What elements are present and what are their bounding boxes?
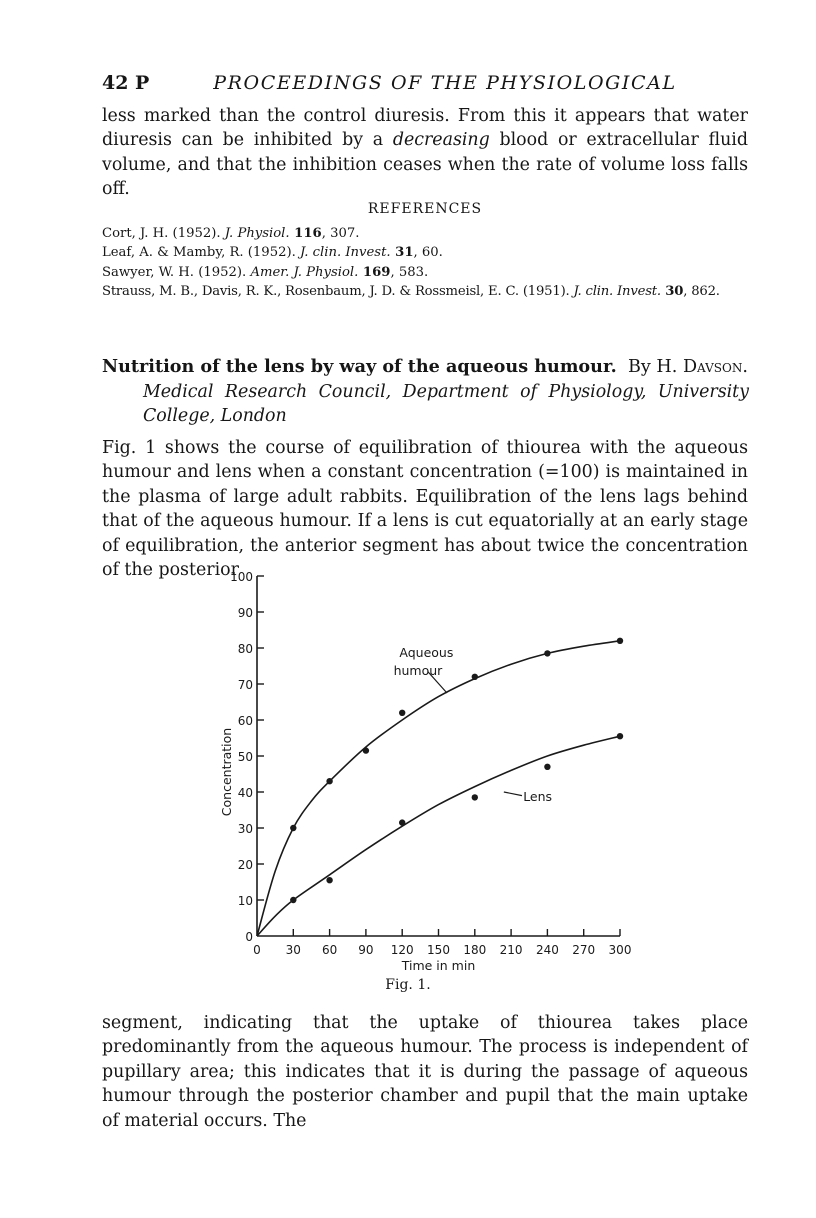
y-axis-label: Concentration xyxy=(219,727,234,817)
lens-label: Lens xyxy=(523,789,553,804)
x-tick-label: 120 xyxy=(390,943,414,957)
x-tick-label: 0 xyxy=(253,943,261,957)
reference-item: Leaf, A. & Mamby, R. (1952). J. clin. Invest. 31, 60. xyxy=(102,245,443,261)
lens-point xyxy=(617,733,623,739)
aqueous-humour-curve xyxy=(257,641,620,936)
y-tick-label: 20 xyxy=(237,858,253,872)
y-tick-label: 60 xyxy=(237,714,253,728)
lens-point xyxy=(290,897,296,903)
figure-chart xyxy=(0,560,816,980)
intro-text-2: blood or extracellular fluid volume, and that the inhibition ceases when the rate of volume loss falls off. xyxy=(102,130,748,200)
article-title: Nutrition of the lens by way of the aqueous humour. xyxy=(102,356,617,377)
article-title-line xyxy=(102,355,762,379)
lens-point xyxy=(399,819,405,825)
x-tick-label: 90 xyxy=(358,943,374,957)
aqueous-humour-point xyxy=(617,638,623,644)
x-tick-label: 210 xyxy=(499,943,523,957)
reference-item: Strauss, M. B., Davis, R. K., Rosenbaum, J. D. & Rossmeisl, E. C. (1951). J. clin. Invest. 30, 862. xyxy=(102,283,720,299)
x-tick-label: 30 xyxy=(285,943,301,957)
x-tick-label: 150 xyxy=(427,943,450,957)
aqueous-label-line1: Aqueous xyxy=(399,645,454,660)
body-paragraph-2: segment, indicating that the uptake of thiourea takes place predominantly from the aqueous humour. The process is independent of pupillary area; this indicates that it is during the passage of aqueous humour through the posterior chamber and pupil that the main uptake of material occurs. The xyxy=(102,1013,748,1131)
references-heading: REFERENCES xyxy=(367,201,483,217)
y-tick-label: 90 xyxy=(237,606,253,620)
x-axis-label: Time in min xyxy=(401,958,476,973)
reference-item: Cort, J. H. (1952). J. Physiol. 116, 307. xyxy=(102,226,360,241)
x-tick-label: 270 xyxy=(572,943,596,957)
page-number: 42 P xyxy=(102,72,150,94)
lens-point xyxy=(472,794,478,800)
article-by: By H. xyxy=(627,357,683,377)
intro-emphasis: decreasing xyxy=(392,130,490,151)
references-list xyxy=(102,224,762,301)
aqueous-humour-point xyxy=(472,674,478,680)
chart-axes xyxy=(257,576,620,936)
x-tick-label: 300 xyxy=(608,943,632,957)
lens-curve xyxy=(257,736,620,936)
lens-point xyxy=(326,877,332,883)
running-title: PROCEEDINGS OF THE PHYSIOLOGICAL xyxy=(213,72,677,94)
lens-leader-line xyxy=(504,792,522,796)
article-affiliation: Medical Research Council, Department of Physiology, University College, London xyxy=(143,382,749,426)
x-tick-label: 60 xyxy=(321,943,338,957)
aqueous-humour-point xyxy=(290,825,296,831)
figure-caption: Fig. 1. xyxy=(385,977,431,993)
y-tick-label: 80 xyxy=(237,642,253,656)
y-tick-label: 30 xyxy=(237,822,253,836)
aqueous-label-line2: humour xyxy=(393,663,443,678)
body-paragraph-1: Fig. 1 shows the course of equilibration of thiourea with the aqueous humour and lens when a constant concentration (=100) is maintained in the plasma of large adult rabbits. Equilibration of the lens lags behind that of the aqueous humour. If a lens is cut equatorially at an early stage of equilibration, the anterior segment has about twice the concentration of the posterior xyxy=(102,438,748,581)
y-tick-label: 40 xyxy=(237,786,253,800)
chart-curves xyxy=(257,641,620,936)
x-tick-label: 240 xyxy=(535,943,559,957)
aqueous-humour-point xyxy=(544,650,550,656)
y-tick-label: 10 xyxy=(237,894,253,908)
x-tick-label: 180 xyxy=(463,943,487,957)
y-tick-label: 100 xyxy=(230,570,253,584)
reference-item: Sawyer, W. H. (1952). Amer. J. Physiol. 169, 583. xyxy=(102,264,429,280)
y-tick-label: 70 xyxy=(237,678,253,692)
running-header xyxy=(102,72,748,100)
aqueous-humour-point xyxy=(326,778,332,784)
intro-paragraph xyxy=(102,104,748,202)
y-tick-label: 50 xyxy=(237,750,253,764)
aqueous-humour-point xyxy=(399,710,405,716)
intro-text-1: less marked than the control diuresis. From this it appears that water diuresis can be inhibited by a xyxy=(102,106,748,151)
lens-point xyxy=(544,764,550,770)
aqueous-humour-point xyxy=(363,747,369,753)
article-author: Davson. xyxy=(682,357,748,377)
y-tick-label: 0 xyxy=(245,930,253,944)
